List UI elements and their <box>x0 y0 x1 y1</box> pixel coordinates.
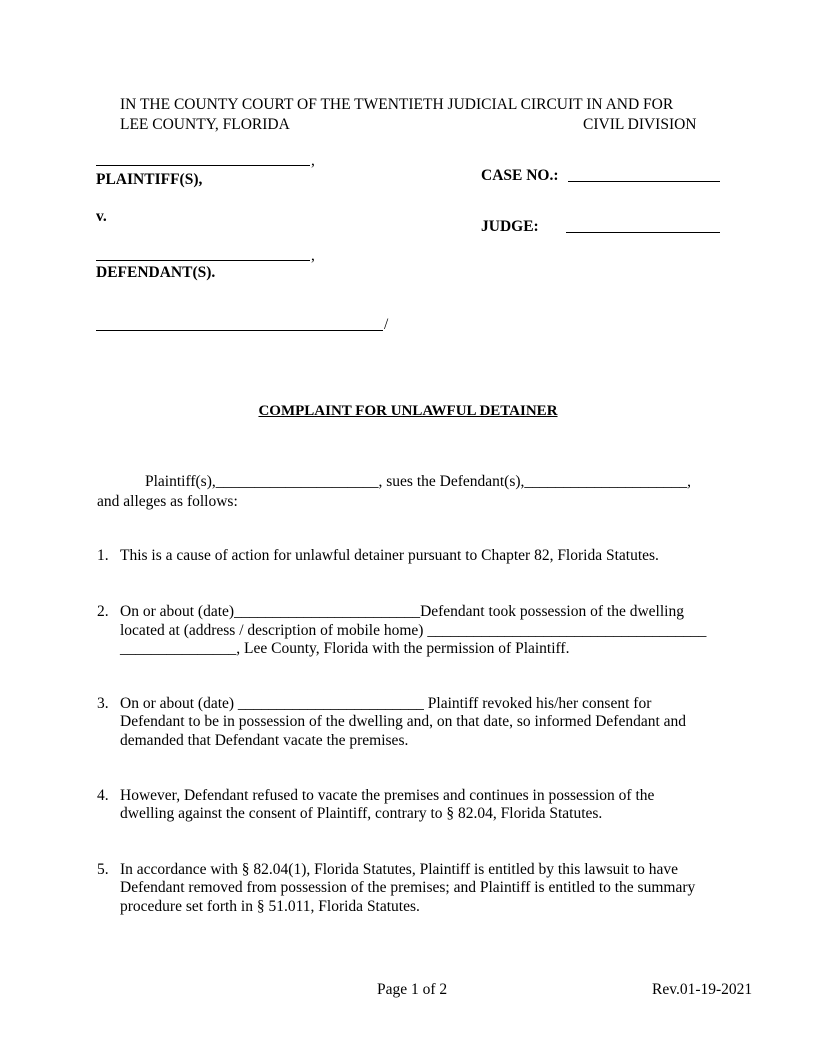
paragraph-2-number: 2. <box>97 603 109 620</box>
judge-blank[interactable] <box>566 232 720 233</box>
defendant-label: DEFENDANT(S). <box>96 264 216 281</box>
intro-line1 <box>145 472 691 493</box>
paragraph-3-line1: On or about (date) ________________________ Plaintiff revoked his/her consent for <box>120 695 652 712</box>
plaintiff-comma: , <box>311 152 315 169</box>
paragraph-3-line3: demanded that Defendant vacate the premises. <box>120 732 409 749</box>
page-number: Page 1 of 2 <box>377 981 448 998</box>
paragraph-3-number: 3. <box>97 695 109 712</box>
court-heading-line1: IN THE COUNTY COURT OF THE TWENTIETH JUDICIAL CIRCUIT IN AND FOR <box>120 96 674 113</box>
paragraph-4-number: 4. <box>97 787 109 804</box>
paragraph-2-date-text: On or about (date) <box>120 603 235 620</box>
intro-line2: and alleges as follows: <box>97 493 238 510</box>
revision-date: Rev.01-19-2021 <box>652 981 753 998</box>
plaintiff-label: PLAINTIFF(S), <box>96 171 203 188</box>
paragraph-5-line3: procedure set forth in § 51.011, Florida Statutes. <box>120 898 420 915</box>
paragraph-5-number: 5. <box>97 861 109 878</box>
paragraph-5-line1: In accordance with § 82.04(1), Florida Statutes, Plaintiff is entitled by this lawsuit to have <box>120 861 679 878</box>
paragraph-4-line1: However, Defendant refused to vacate the premises and continues in possession of the <box>120 787 655 804</box>
court-heading-county: LEE COUNTY, FLORIDA <box>120 116 290 133</box>
court-heading-division: CIVIL DIVISION <box>583 116 697 133</box>
paragraph-3-line2: Defendant to be in possession of the dwelling and, on that date, so informed Defendant and <box>120 713 687 730</box>
intro-plaintiff-text: Plaintiff(s), <box>145 473 216 490</box>
paragraph-2-line2: located at (address / description of mobile home) ____________________________________ <box>120 622 707 639</box>
paragraph-1-line1: This is a cause of action for unlawful detainer pursuant to Chapter 82, Florida Statutes. <box>120 547 659 564</box>
caption-slash: / <box>384 316 389 333</box>
intro-plaintiff-blank[interactable]: _____________________ <box>215 473 379 490</box>
paragraph-2-date-blank[interactable]: ________________________ <box>234 603 421 620</box>
intro-sues-text: , sues the Defendant(s), <box>378 473 525 490</box>
versus-label: v. <box>96 208 107 225</box>
paragraph-2-line1 <box>120 602 684 623</box>
document-title: COMPLAINT FOR UNLAWFUL DETAINER <box>258 403 558 419</box>
paragraph-2-possession-text: Defendant took possession of the dwelling <box>420 603 684 620</box>
plaintiff-name-blank[interactable] <box>96 165 310 166</box>
defendant-name-blank[interactable] <box>96 260 310 261</box>
judge-label: JUDGE: <box>481 218 539 235</box>
case-number-label: CASE NO.: <box>481 167 559 184</box>
paragraph-1-number: 1. <box>97 547 109 564</box>
paragraph-5-line2: Defendant removed from possession of the premises; and Plaintiff is entitled to the summary <box>120 879 696 896</box>
defendant-comma: , <box>311 247 315 264</box>
intro-defendant-blank[interactable]: _____________________ <box>524 473 688 490</box>
caption-closing-blank[interactable] <box>96 330 383 331</box>
case-number-blank[interactable] <box>568 181 720 182</box>
paragraph-2-line3: _______________, Lee County, Florida with the permission of Plaintiff. <box>120 640 570 657</box>
intro-comma: , <box>687 473 692 490</box>
paragraph-4-line2: dwelling against the consent of Plaintiff, contrary to § 82.04, Florida Statutes. <box>120 805 603 822</box>
